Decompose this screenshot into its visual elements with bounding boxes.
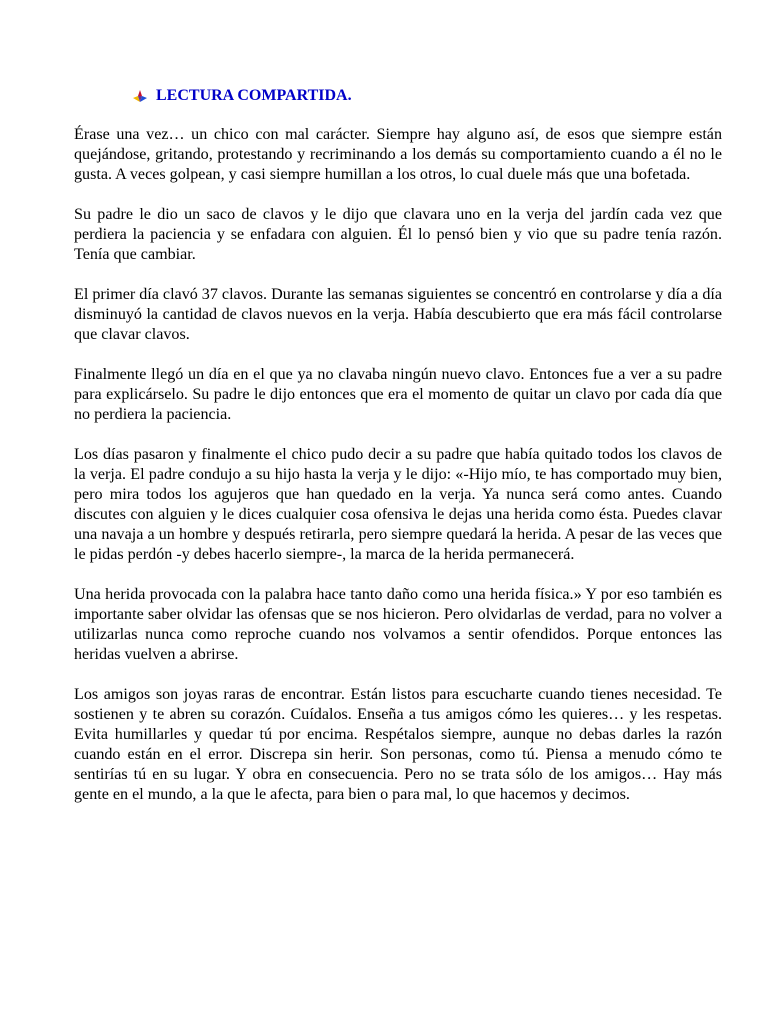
paragraph-6: Una herida provocada con la palabra hace tanto daño como una herida física.» Y por eso también es importante saber olvidar las ofensas que se nos hicieron. Pero olvidarlas de verdad, para no volver a utilizarlas nunca como reproche cuando nos volvamos a sentir ofendidos. Porque entonces las heridas vuelven a abrirse.	[74, 586, 722, 663]
heading-title: LECTURA COMPARTIDA.	[156, 87, 352, 104]
diamond-bullet-icon	[132, 89, 148, 103]
section-heading	[132, 86, 722, 106]
paragraph-4: Finalmente llegó un día en el que ya no clavaba ningún nuevo clavo. Entonces fue a ver a su padre para explicárselo. Su padre le dijo entonces que era el momento de quitar un clavo por cada día que no perdiera la paciencia.	[74, 366, 722, 423]
paragraph-7: Los amigos son joyas raras de encontrar. Están listos para escucharte cuando tienes necesidad. Te sostienen y te abren su corazón. Cuídalos. Enseña a tus amigos cómo les quieres… y les respetas. Evita humillarles y quedar tú por encima. Respétalos siempre, aunque no debas darles la razón cuando están en el error. Discrepa sin herir. Son personas, como tú. Piensa a menudo cómo te sentirías tú en su lugar. Y obra en consecuencia. Pero no se trata sólo de los amigos… Hay más gente en el mundo, a la que le afecta, para bien o para mal, lo que hacemos y decimos.	[74, 686, 722, 803]
paragraph-2: Su padre le dio un saco de clavos y le dijo que clavara uno en la verja del jardín cada vez que perdiera la paciencia y se enfadara con alguien. Él lo pensó bien y vio que su padre tenía razón. Tenía que cambiar.	[74, 206, 722, 263]
paragraph-5: Los días pasaron y finalmente el chico pudo decir a su padre que había quitado todos los clavos de la verja. El padre condujo a su hijo hasta la verja y le dijo: «-Hijo mío, te has comportado muy bien, pero mira todos los agujeros que han quedado en la verja. Ya nunca será como antes. Cuando discutes con alguien y le dices cualquier cosa ofensiva le dejas una herida como ésta. Puedes clavar una navaja a un hombre y después retirarla, pero siempre quedará la herida. A pesar de las veces que le pidas perdón -y debes hacerlo siempre-, la marca de la herida permanecerá.	[74, 446, 722, 563]
paragraph-3: El primer día clavó 37 clavos. Durante las semanas siguientes se concentró en controlarse y día a día disminuyó la cantidad de clavos nuevos en la verja. Había descubierto que era más fácil controlarse que clavar clavos.	[74, 286, 722, 343]
paragraph-1: Érase una vez… un chico con mal carácter. Siempre hay alguno así, de esos que siempre están quejándose, gritando, protestando y recriminando a los demás su comportamiento cuando a él no le gusta. A veces golpean, y casi siempre humillan a los otros, lo cual duele más que una bofetada.	[74, 126, 722, 183]
document-page	[74, 86, 722, 825]
